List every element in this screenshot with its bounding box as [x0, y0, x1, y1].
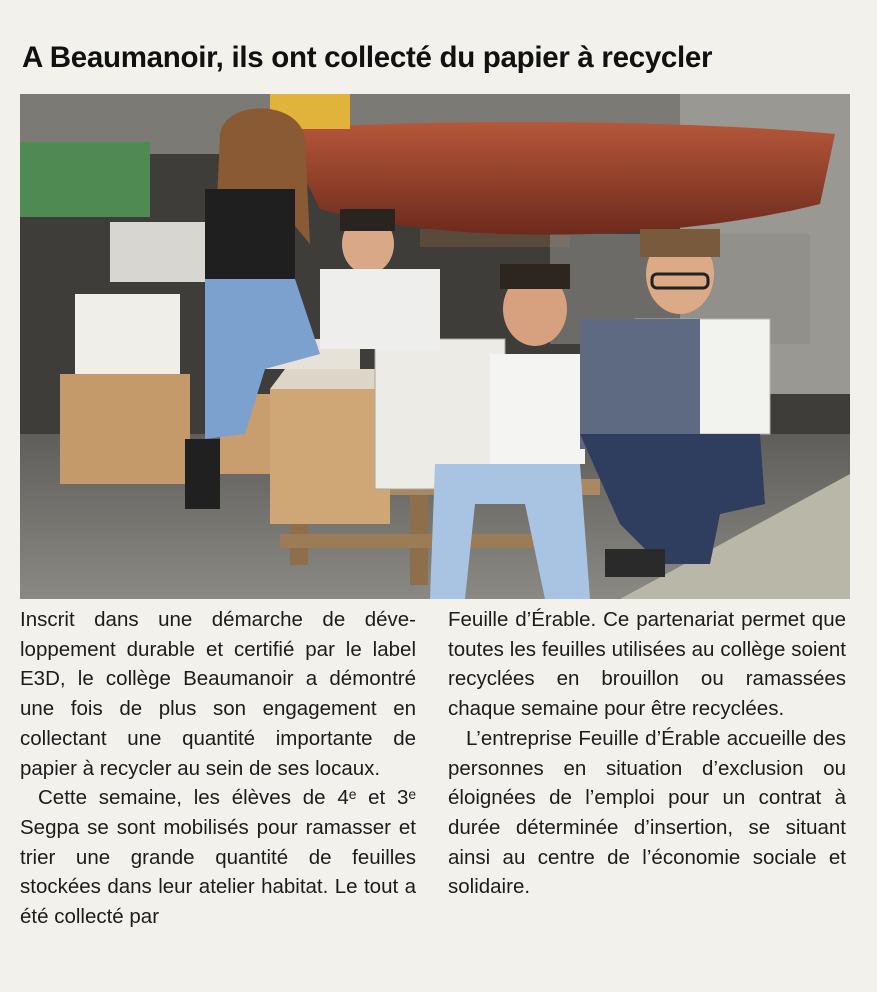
girl-boots — [185, 439, 220, 509]
article-photo — [20, 94, 850, 599]
boy-hair — [500, 264, 570, 289]
article-paragraph: Feuille d’Érable. Ce partenariat permet que toutes les feuilles utilisées au collège soient recyclées en brouillon ou ramassées chaque semaine pour être recyclées. — [448, 608, 846, 721]
boy-shirt — [320, 269, 440, 349]
boy-shirt — [580, 319, 700, 449]
article-column-left — [20, 605, 416, 932]
article-column-right — [448, 605, 846, 902]
photo-illustration — [20, 94, 850, 599]
boy-shirt — [490, 354, 585, 464]
green-crate — [20, 142, 150, 217]
boy-shoes — [605, 549, 665, 577]
boy-hair — [640, 229, 720, 257]
boy-hair — [340, 209, 395, 231]
article-paragraph: L’entreprise Feuille d’Érable accueille des personnes en situation d’exclusion ou éloignées de l’emploi pour un contrat à durée déterminée d’insertion, se situant ainsi au centre de l’économie sociale et solidaire. — [448, 726, 846, 899]
article-paragraph: Cette semaine, les élèves de 4ᵉ et 3ᵉ Segpa se sont mobilisés pour ramasser et trier une grande quantité de feuilles stockées dans leur atelier habitat. Le tout a été collecté par — [20, 786, 416, 929]
cardboard-box — [60, 374, 190, 484]
girl-top — [205, 189, 295, 284]
previous-page-bleed — [0, 0, 877, 34]
cardboard-box — [270, 389, 390, 524]
article-headline: A Beaumanoir, ils ont collecté du papier à recycler — [22, 41, 713, 74]
article-paragraph: Inscrit dans une démarche de développement durable et certifié par le label E3D, le collège Beaumanoir a démontré une fois de plus son engagement en collectant une quantité importante de papier à recycler au sein de ses locaux. — [20, 608, 416, 780]
